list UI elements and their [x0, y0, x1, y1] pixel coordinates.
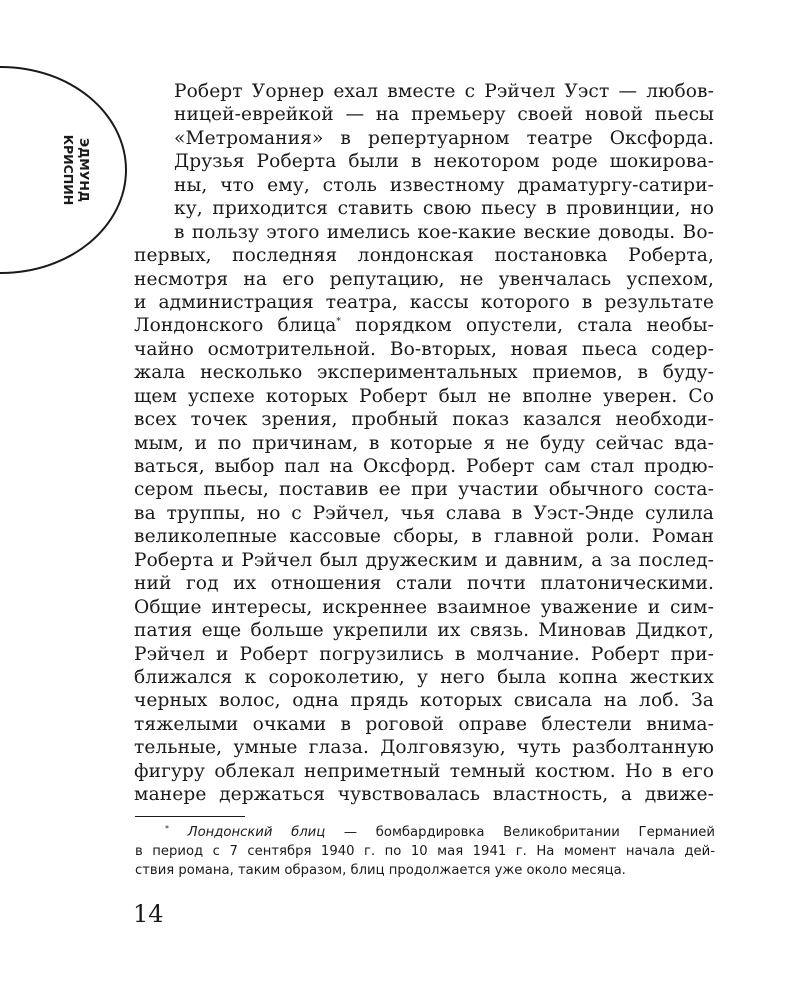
blitz-term: Лондонского блица [134, 315, 337, 337]
text-line: черных волос, одна прядь которых свисала на лоб. За [134, 690, 714, 712]
author-name-vertical [60, 125, 92, 215]
text-line: патия еще больше укрепили их связь. Миновав Дидкот, [134, 620, 714, 642]
footnote-divider [135, 816, 245, 817]
footnote-marker: * [336, 317, 342, 328]
text-line: Рэйчел и Роберт погрузились в молчание. Роберт при- [134, 643, 714, 665]
text-line: ницей-еврейкой — на премьеру своей новой пьесы [174, 104, 714, 126]
text-line: ва труппы, но с Рэйчел, чья слава в Уэст-Энде сулила [134, 502, 714, 524]
text-line: Друзья Роберта были в некотором роде шокирова- [174, 151, 714, 173]
text-line: тельные, умные глаза. Долговязую, чуть разболтанную [134, 737, 714, 759]
footnote-definition: — бомбардировка Великобритании Германией [325, 825, 715, 840]
text-line: манере держаться чувствовалась властность, а движе- [134, 784, 714, 806]
text-line: «Метромания» в репертуарном театре Оксфорда. [174, 127, 714, 149]
text-line-rest: порядком опустели, стала необы- [355, 315, 714, 337]
text-line: чайно осмотрительной. Во-вторых, новая пьеса содер- [134, 338, 714, 360]
text-line: в пользу этого имелись кое-какие веские доводы. Во- [174, 221, 714, 243]
text-line: первых, последняя лондонская постановка Роберта, [134, 245, 714, 267]
text-line: ваться, выбор пал на Оксфорд. Роберт сам стал продю- [134, 456, 714, 477]
author-last-name: КРИСПИН [61, 134, 76, 206]
text-line: мым, и по причинам, в которые я не буду сейчас вда- [134, 432, 714, 454]
text-line: Роберт Уорнер ехал вместе с Рэйчел Уэст — любов- [174, 81, 714, 102]
text-line: несмотря на его репутацию, не увенчалась успехом, [134, 268, 714, 290]
text-line: всех точек зрения, пробный показ казался необходи- [134, 409, 714, 431]
footnote-line: ствия романа, таким образом, блиц продолжается уже около месяца. [135, 863, 626, 878]
text-line-with-footnote [134, 314, 714, 337]
text-line: сером пьесы, поставив ее при участии обычного соста- [134, 479, 714, 501]
text-line: великолепные кассовые сборы, в главной роли. Роман [134, 526, 714, 548]
text-line: ний год их отношения стали почти платоническими. [134, 573, 714, 595]
text-line: ку, приходится ставить свою пьесу в провинции, но [174, 198, 714, 220]
footnote-term: Лондонский блиц [187, 825, 326, 840]
text-line: и администрация театра, кассы которого в результате [134, 291, 714, 313]
text-line: жала несколько экспериментальных приемов, в буду- [134, 362, 714, 384]
text-line: щем успехе которых Роберт был не вполне уверен. Со [134, 385, 714, 407]
text-line: ны, что ему, столь известному драматургу-сатири- [174, 174, 714, 196]
footnote-line: в период с 7 сентября 1940 г. по 10 мая 1941 г. На момент начала дей- [135, 844, 715, 859]
text-line: Общие интересы, искреннее взаимное уважение и сим- [134, 596, 714, 618]
footnote-line [135, 823, 715, 842]
page-number: 14 [133, 900, 164, 928]
text-line: ближался к сороколетию, у него была копна жестких [134, 666, 714, 688]
text-line: Роберта и Рэйчел был дружеским и давним, а за послед- [134, 549, 714, 571]
text-line: фигуру облекал неприметный темный костюм. Но в его [134, 760, 714, 782]
footnote [135, 823, 715, 880]
footnote-marker: * [165, 824, 169, 833]
text-line: тяжелыми очками в роговой оправе блестели внима- [134, 713, 714, 735]
author-first-name: ЭДМУНД [77, 138, 92, 202]
main-text-block [134, 80, 714, 807]
